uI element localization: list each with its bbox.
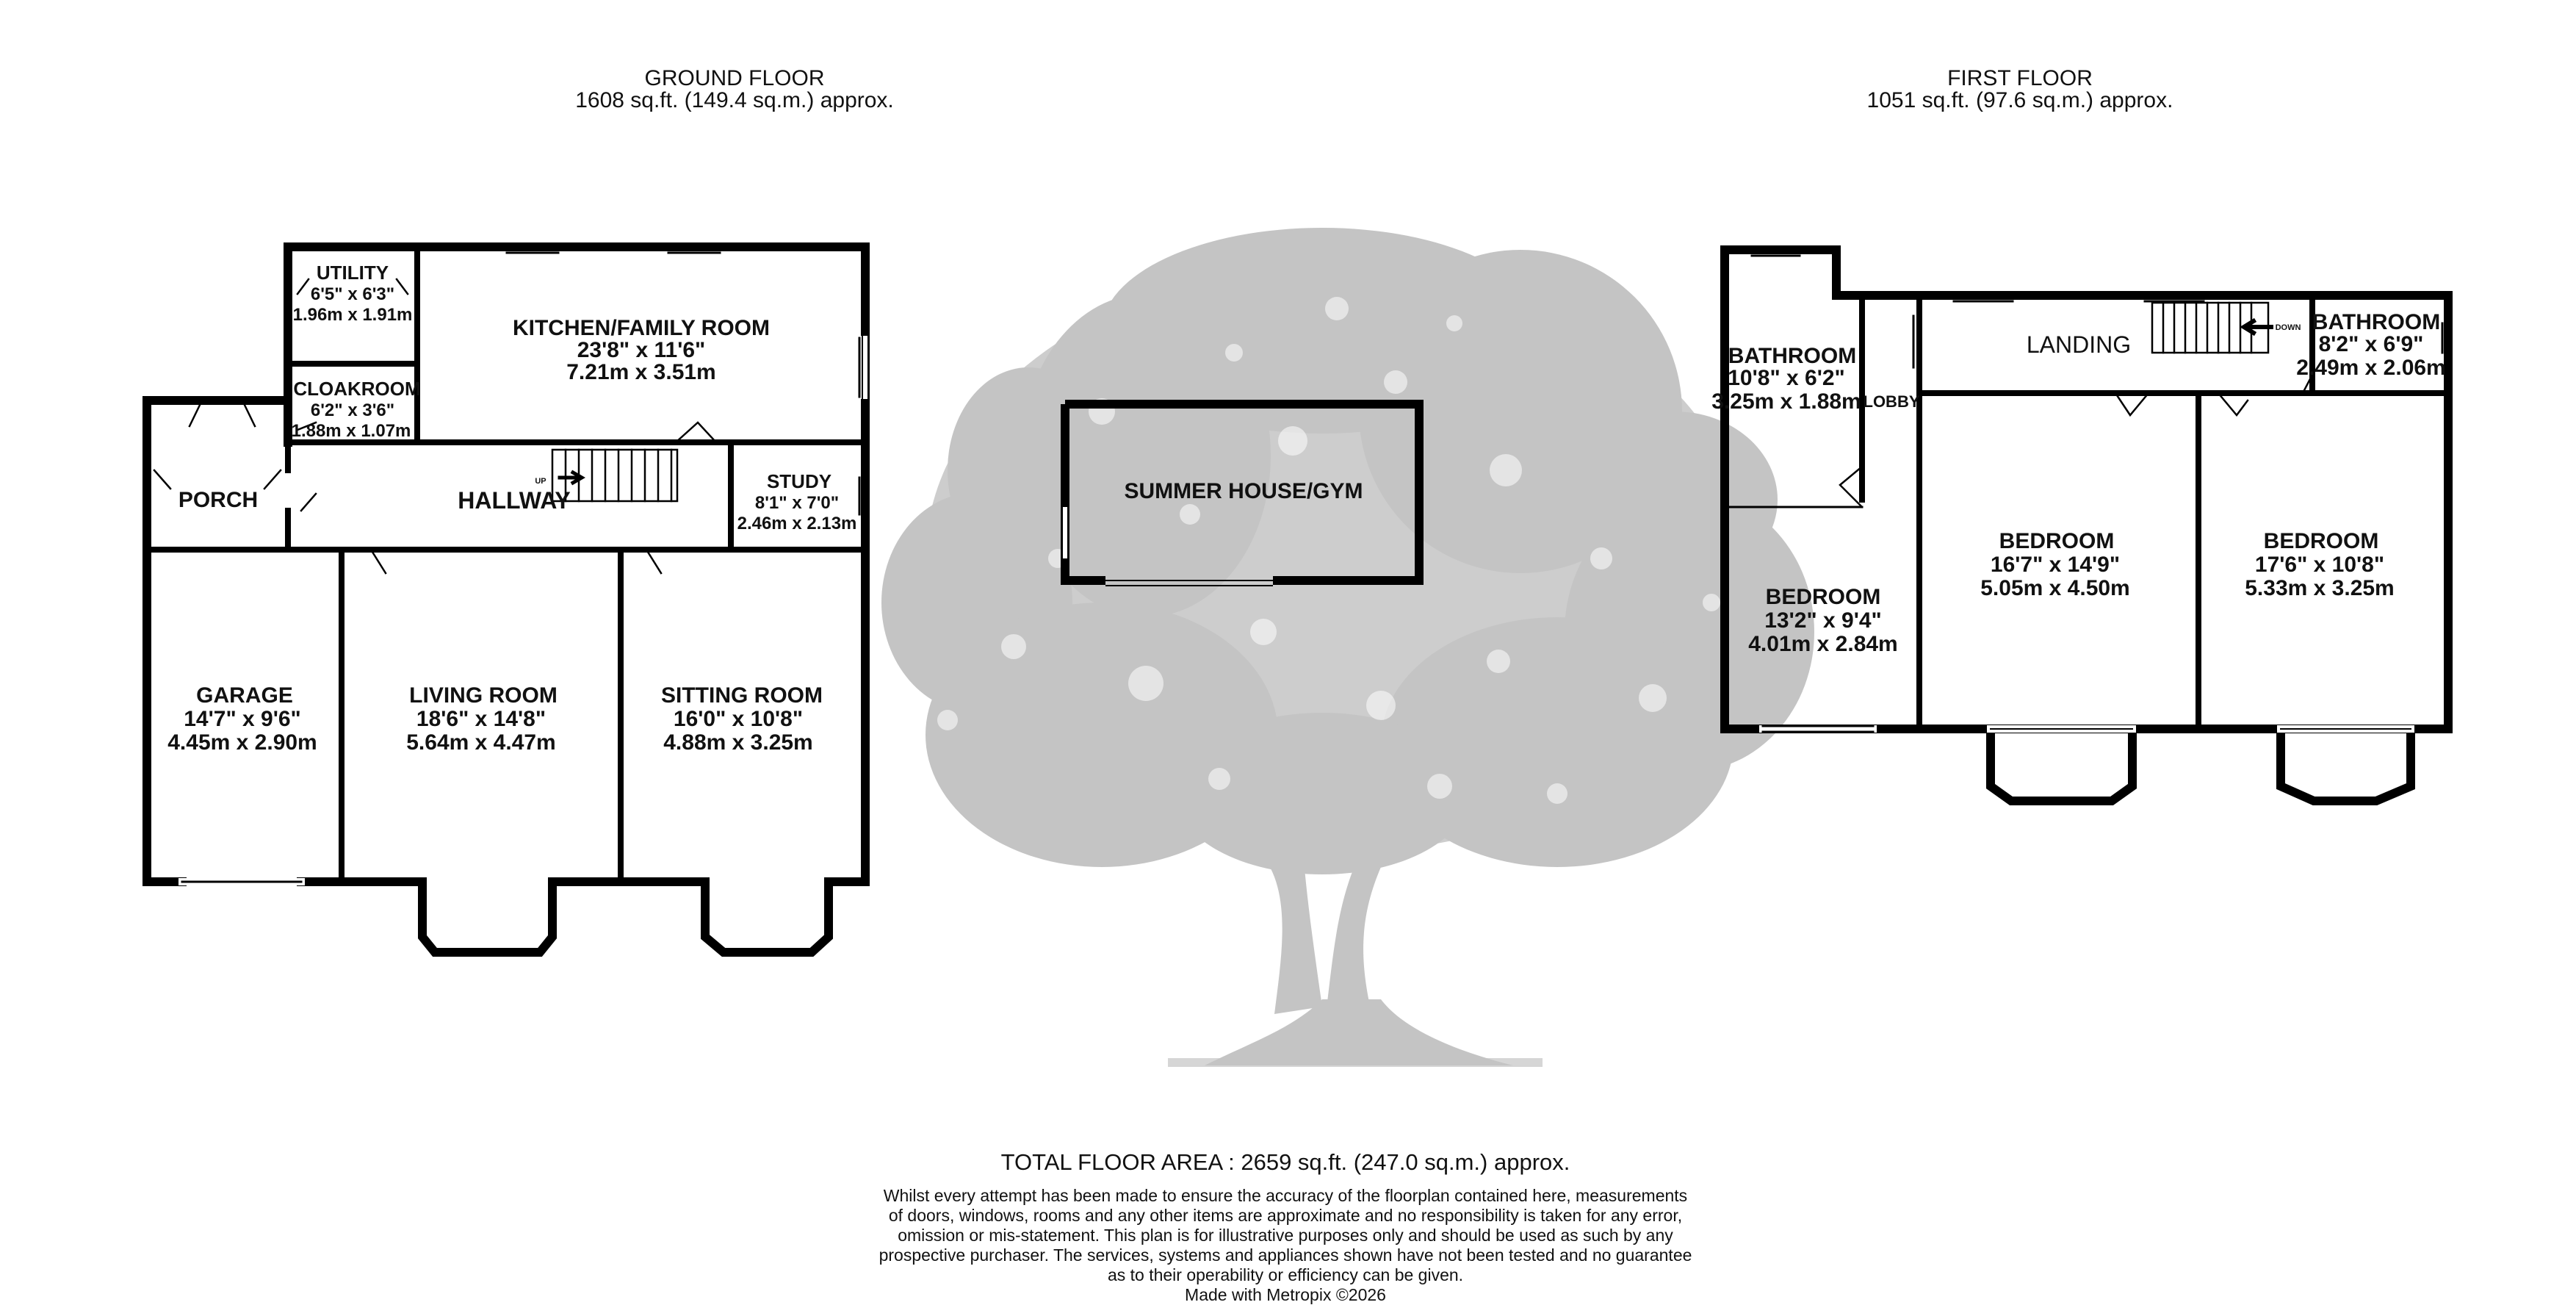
- hallway-name: HALLWAY: [458, 487, 571, 514]
- bedroom2-imperial: 16'7" x 14'9": [1990, 553, 2121, 577]
- kitchen-imperial: 23'8" x 11'6": [577, 338, 706, 362]
- bathroom2-name: BATHROOM: [2312, 310, 2441, 334]
- ground-floor-plan: [147, 247, 865, 952]
- bedroom3-imperial: 17'6" x 10'8": [2254, 553, 2385, 577]
- utility-name: UTILITY: [316, 262, 389, 284]
- cloakroom-name: CLOAKROOM: [293, 378, 421, 400]
- bathroom1-metric: 3.25m x 1.88m: [1711, 389, 1861, 414]
- total-floor-area: TOTAL FLOOR AREA : 2659 sq.ft. (247.0 sq.m.) approx.: [1000, 1149, 1570, 1175]
- disclaimer-line: prospective purchaser. The services, systems and appliances shown have not been tested and no guarantee: [878, 1245, 1692, 1265]
- bedroom2-metric: 5.05m x 4.50m: [1980, 576, 2130, 600]
- sitting-metric: 4.88m x 3.25m: [663, 730, 813, 755]
- sitting-name: SITTING ROOM: [661, 683, 823, 708]
- cloakroom-imperial: 6'2" x 3'6": [310, 400, 395, 420]
- ff-bay-bedroom2: [1991, 729, 2132, 801]
- bedroom1-imperial: 13'2" x 9'4": [1764, 608, 1882, 633]
- garage-imperial: 14'7" x 9'6": [184, 707, 301, 731]
- bathroom2-metric: 2.49m x 2.06m: [2296, 356, 2446, 380]
- first-floor-title: FIRST FLOOR: [1947, 66, 2093, 90]
- gf-stairs-arrow: [560, 472, 582, 483]
- made-with-credit: Made with Metropix ©2026: [1185, 1285, 1386, 1304]
- living-imperial: 18'6" x 14'8": [416, 707, 546, 731]
- ff-stairs-arrow: [2244, 321, 2271, 333]
- ground-floor-title: GROUND FLOOR: [644, 66, 825, 90]
- gf-stairs: [552, 450, 677, 501]
- utility-metric: 1.96m x 1.91m: [292, 305, 413, 325]
- ground-floor-labels: [167, 262, 856, 755]
- porch-name: PORCH: [178, 488, 259, 512]
- garage-name: GARAGE: [196, 683, 293, 708]
- disclaimer: [808, 1186, 1763, 1305]
- bedroom1-name: BEDROOM: [1765, 585, 1881, 609]
- kitchen-name: KITCHEN/FAMILY ROOM: [512, 316, 771, 340]
- study-imperial: 8'1" x 7'0": [754, 493, 840, 513]
- stairs-up-label: UP: [535, 477, 546, 486]
- sitting-imperial: 16'0" x 10'8": [673, 707, 804, 731]
- ground-floor-area: 1608 sq.ft. (149.4 sq.m.) approx.: [575, 88, 894, 112]
- utility-imperial: 6'5" x 6'3": [310, 284, 395, 304]
- lobby-name: LOBBY: [1863, 392, 1920, 411]
- study-name: STUDY: [766, 470, 832, 492]
- tree-illustration: [881, 228, 1814, 1067]
- cloakroom-metric: 1.88m x 1.07m: [291, 421, 411, 441]
- disclaimer-line: omission or mis-statement. This plan is for illustrative purposes only and should be used as such by any: [898, 1226, 1673, 1245]
- disclaimer-line: as to their operability or efficiency can be given.: [1107, 1265, 1464, 1284]
- summer-house-name: SUMMER HOUSE/GYM: [1124, 479, 1363, 503]
- bedroom3-metric: 5.33m x 3.25m: [2245, 576, 2395, 600]
- disclaimer-line: Whilst every attempt has been made to ensure the accuracy of the floorplan contained here, measurements: [883, 1186, 1688, 1205]
- living-metric: 5.64m x 4.47m: [406, 730, 556, 755]
- bathroom1-imperial: 10'8" x 6'2": [1728, 366, 1845, 390]
- bedroom2-name: BEDROOM: [1999, 529, 2115, 553]
- bedroom1-metric: 4.01m x 2.84m: [1748, 632, 1898, 656]
- living-name: LIVING ROOM: [409, 683, 558, 708]
- bathroom2-imperial: 8'2" x 6'9": [2318, 332, 2424, 356]
- landing-name: LANDING: [2026, 331, 2132, 358]
- bathroom1-name: BATHROOM: [1728, 344, 1857, 368]
- first-floor-labels: [1711, 310, 2445, 656]
- disclaimer-line: of doors, windows, rooms and any other items are approximate and no responsibility is taken for any error,: [888, 1206, 1683, 1225]
- gf-porch-wall: [147, 400, 288, 882]
- stairs-down-label: DOWN: [2275, 323, 2301, 332]
- sitting-bay-window: [705, 882, 829, 952]
- kitchen-metric: 7.21m x 3.51m: [566, 360, 716, 384]
- ff-bay-bedroom3: [2281, 729, 2411, 801]
- first-floor-area: 1051 sq.ft. (97.6 sq.m.) approx.: [1866, 88, 2173, 112]
- living-bay-window: [422, 882, 552, 952]
- study-metric: 2.46m x 2.13m: [737, 514, 857, 533]
- bedroom3-name: BEDROOM: [2263, 529, 2379, 553]
- garage-metric: 4.45m x 2.90m: [167, 730, 317, 755]
